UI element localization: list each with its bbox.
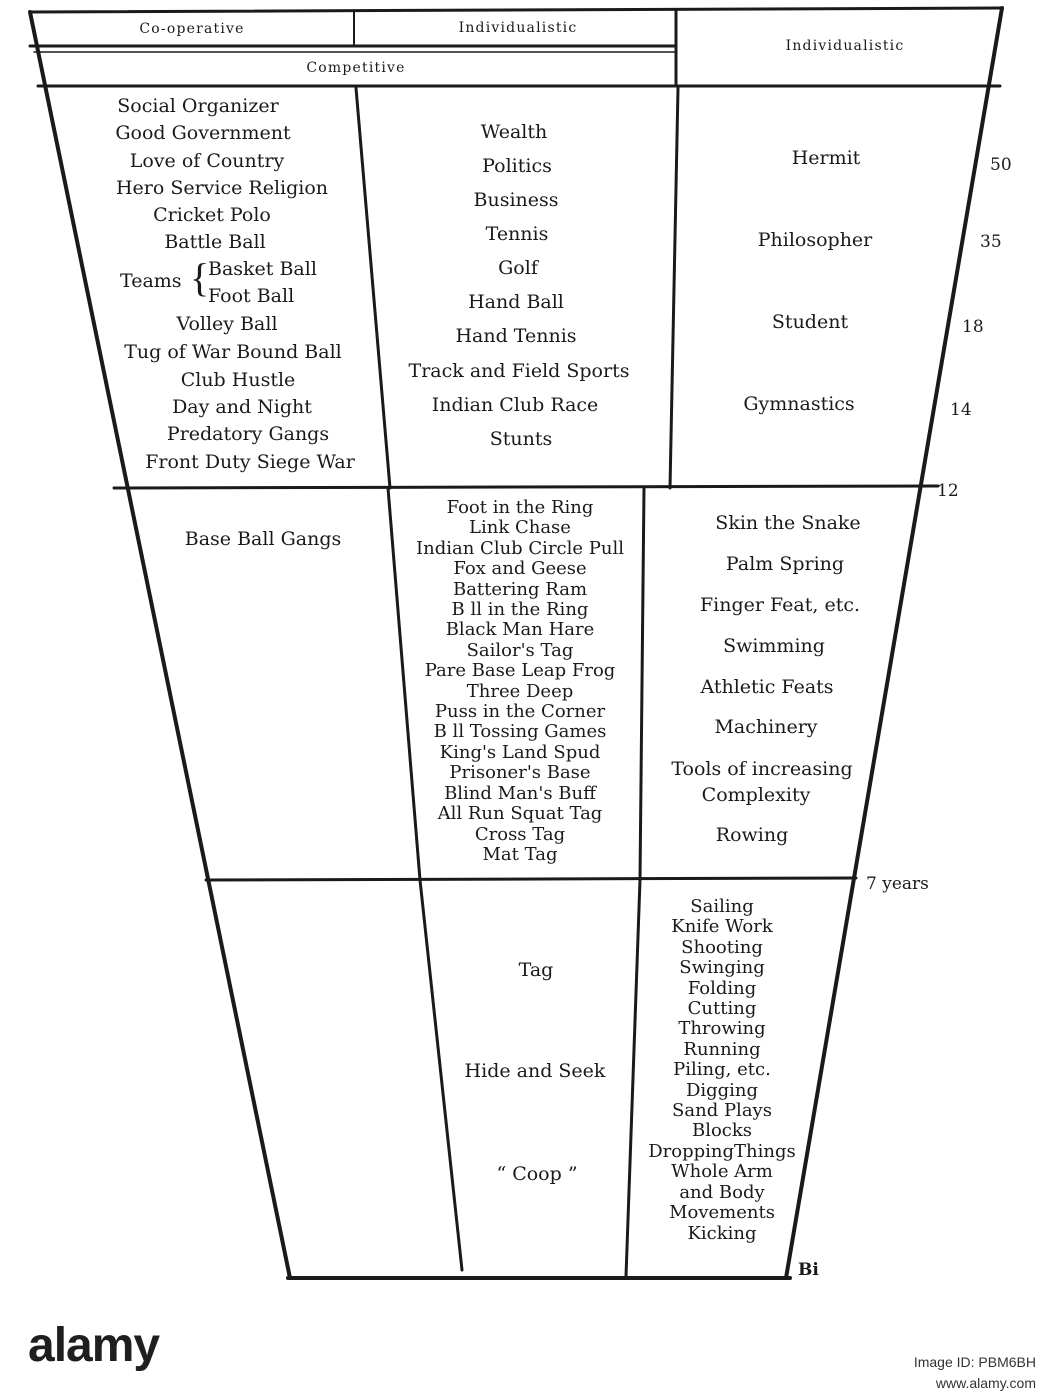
- bottom-col3-item: Piling, etc.: [673, 1059, 771, 1081]
- top-col2-item: Hand Ball: [468, 291, 564, 313]
- age-label: 50: [990, 155, 1012, 175]
- header-competitive: Competitive: [306, 60, 406, 76]
- bottom-col3-item: and Body: [679, 1181, 765, 1203]
- bottom-col3-item: Throwing: [678, 1018, 766, 1040]
- top-col1-item: Day and Night: [172, 396, 312, 418]
- top-col1-item: Club Hustle: [180, 369, 296, 391]
- top-col3-item: Hermit: [791, 147, 861, 169]
- top-col1-item: Hero Service Religion: [115, 177, 329, 199]
- mid-col2-item: Cross Tag: [474, 823, 566, 845]
- mid-col2-item: Foot in the Ring: [446, 497, 594, 518]
- top-col2-item: Golf: [498, 257, 538, 279]
- bottom-col2-item: Tag: [518, 959, 554, 981]
- mid-col2-item: King's Land Spud: [439, 741, 601, 763]
- age-label: 12: [937, 481, 959, 501]
- top-col3-item: Gymnastics: [743, 393, 855, 415]
- mid-col3-item: Palm Spring: [725, 553, 845, 575]
- bottom-col3-item: Knife Work: [671, 916, 773, 938]
- bottom-col2-item: Hide and Seek: [464, 1060, 606, 1082]
- mid-col3-item: Complexity: [701, 784, 811, 806]
- mid-col2-item: Battering Ram: [452, 578, 588, 600]
- mid-col3-item: Finger Feat, etc.: [699, 594, 861, 616]
- site-label: www.alamy.com: [935, 1375, 1036, 1391]
- bottom-col3-item: Running: [683, 1038, 761, 1060]
- bottom-col3-list: [648, 897, 796, 1244]
- age-label: 7 years: [866, 874, 929, 894]
- mid-col2-item: Fox and Geese: [453, 558, 587, 580]
- mid-col3-item: Skin the Snake: [715, 512, 861, 534]
- bottom-col3-item: Swinging: [679, 957, 765, 979]
- bottom-col3-item: Digging: [685, 1079, 759, 1101]
- mid-col2-item: Indian Club Circle Pull: [416, 537, 624, 559]
- bottom-col3-item: Sand Plays: [672, 1100, 772, 1122]
- teams-item: Basket Ball: [208, 258, 317, 280]
- mid-col2-item: Prisoner's Base: [449, 762, 591, 784]
- mid-col3-item: Tools of increasing: [671, 758, 853, 780]
- mid-col2-list: [416, 498, 624, 865]
- bottom-col3-item: Sailing: [690, 896, 754, 917]
- mid-col2-item: Mat Tag: [482, 843, 558, 865]
- top-col1-item: Battle Ball: [164, 231, 266, 253]
- top-col3-item: Student: [771, 311, 849, 333]
- bottom-col3-item: DroppingThings: [648, 1140, 796, 1162]
- top-col1-item: Good Government: [115, 122, 291, 144]
- top-col1-item: Love of Country: [129, 150, 285, 172]
- top-col2-item: Track and Field Sports: [408, 360, 630, 382]
- mid-col2-item: Sailor's Tag: [466, 639, 574, 661]
- bottom-col3-item: Cutting: [687, 998, 757, 1020]
- top-col2-item: Indian Club Race: [431, 394, 599, 416]
- top-col1-item: Predatory Gangs: [166, 423, 330, 445]
- mid-col3-item: Machinery: [714, 716, 818, 738]
- teams-brace: {: [190, 255, 210, 300]
- mid-col2-item: Pare Base Leap Frog: [424, 660, 616, 682]
- mid-col3-item: Rowing: [715, 824, 789, 846]
- top-col1-item: Social Organizer: [117, 95, 279, 117]
- mid-col2-item: All Run Squat Tag: [437, 803, 603, 825]
- age-label: Bi: [798, 1260, 819, 1280]
- mid-col3-item: Swimming: [723, 635, 825, 657]
- top-col2-item: Politics: [482, 155, 552, 177]
- bottom-col3-item: Whole Arm: [671, 1161, 773, 1183]
- bottom-col3-item: Folding: [687, 977, 757, 999]
- top-col2-item: Tennis: [485, 223, 549, 245]
- top-col1-item: Tug of War Bound Ball: [124, 341, 342, 363]
- header-cooperative: Co-operative: [139, 21, 245, 37]
- mid-col2-item: B ll in the Ring: [451, 599, 589, 621]
- age-label: 14: [950, 400, 972, 420]
- top-col1-item: Volley Ball: [176, 313, 278, 335]
- bottom-col3-item: Blocks: [691, 1120, 753, 1142]
- stock-id: [914, 1352, 1036, 1394]
- mid-col2-item: B ll Tossing Games: [433, 721, 607, 743]
- top-col2-item: Business: [473, 189, 559, 211]
- top-col1-item: Front Duty Siege War: [145, 451, 355, 473]
- age-label: 18: [962, 317, 984, 337]
- bottom-col3-item: Kicking: [687, 1222, 757, 1244]
- top-col3-item: Philosopher: [757, 229, 873, 251]
- age-label: 35: [980, 232, 1002, 252]
- teams-item: Foot Ball: [208, 285, 295, 307]
- top-col1-item: Cricket Polo: [153, 204, 271, 226]
- header-individualistic-right: Individualistic: [785, 38, 905, 54]
- bottom-col3-item: Movements: [669, 1202, 775, 1224]
- teams-label: Teams: [120, 270, 182, 292]
- mid-col2-item: Blind Man's Buff: [444, 782, 596, 804]
- stock-logo: alamy: [28, 1319, 160, 1372]
- top-col2-item: Hand Tennis: [455, 325, 577, 347]
- header-individualistic-left: Individualistic: [458, 20, 578, 36]
- top-col2-item: Wealth: [480, 121, 548, 143]
- mid-col2-item: Black Man Hare: [445, 619, 595, 641]
- mid-col2-item: Puss in the Corner: [434, 701, 606, 723]
- bottom-col2-item: “ Coop ”: [496, 1163, 578, 1185]
- mid-col1-item: Base Ball Gangs: [184, 528, 342, 550]
- mid-col2-item: Link Chase: [469, 517, 571, 539]
- mid-col2-item: Three Deep: [466, 680, 574, 702]
- image-id-label: Image ID: PBM6BH: [913, 1354, 1036, 1370]
- mid-col3-item: Athletic Feats: [700, 676, 834, 698]
- bottom-col3-item: Shooting: [681, 936, 763, 958]
- top-col2-item: Stunts: [489, 428, 553, 450]
